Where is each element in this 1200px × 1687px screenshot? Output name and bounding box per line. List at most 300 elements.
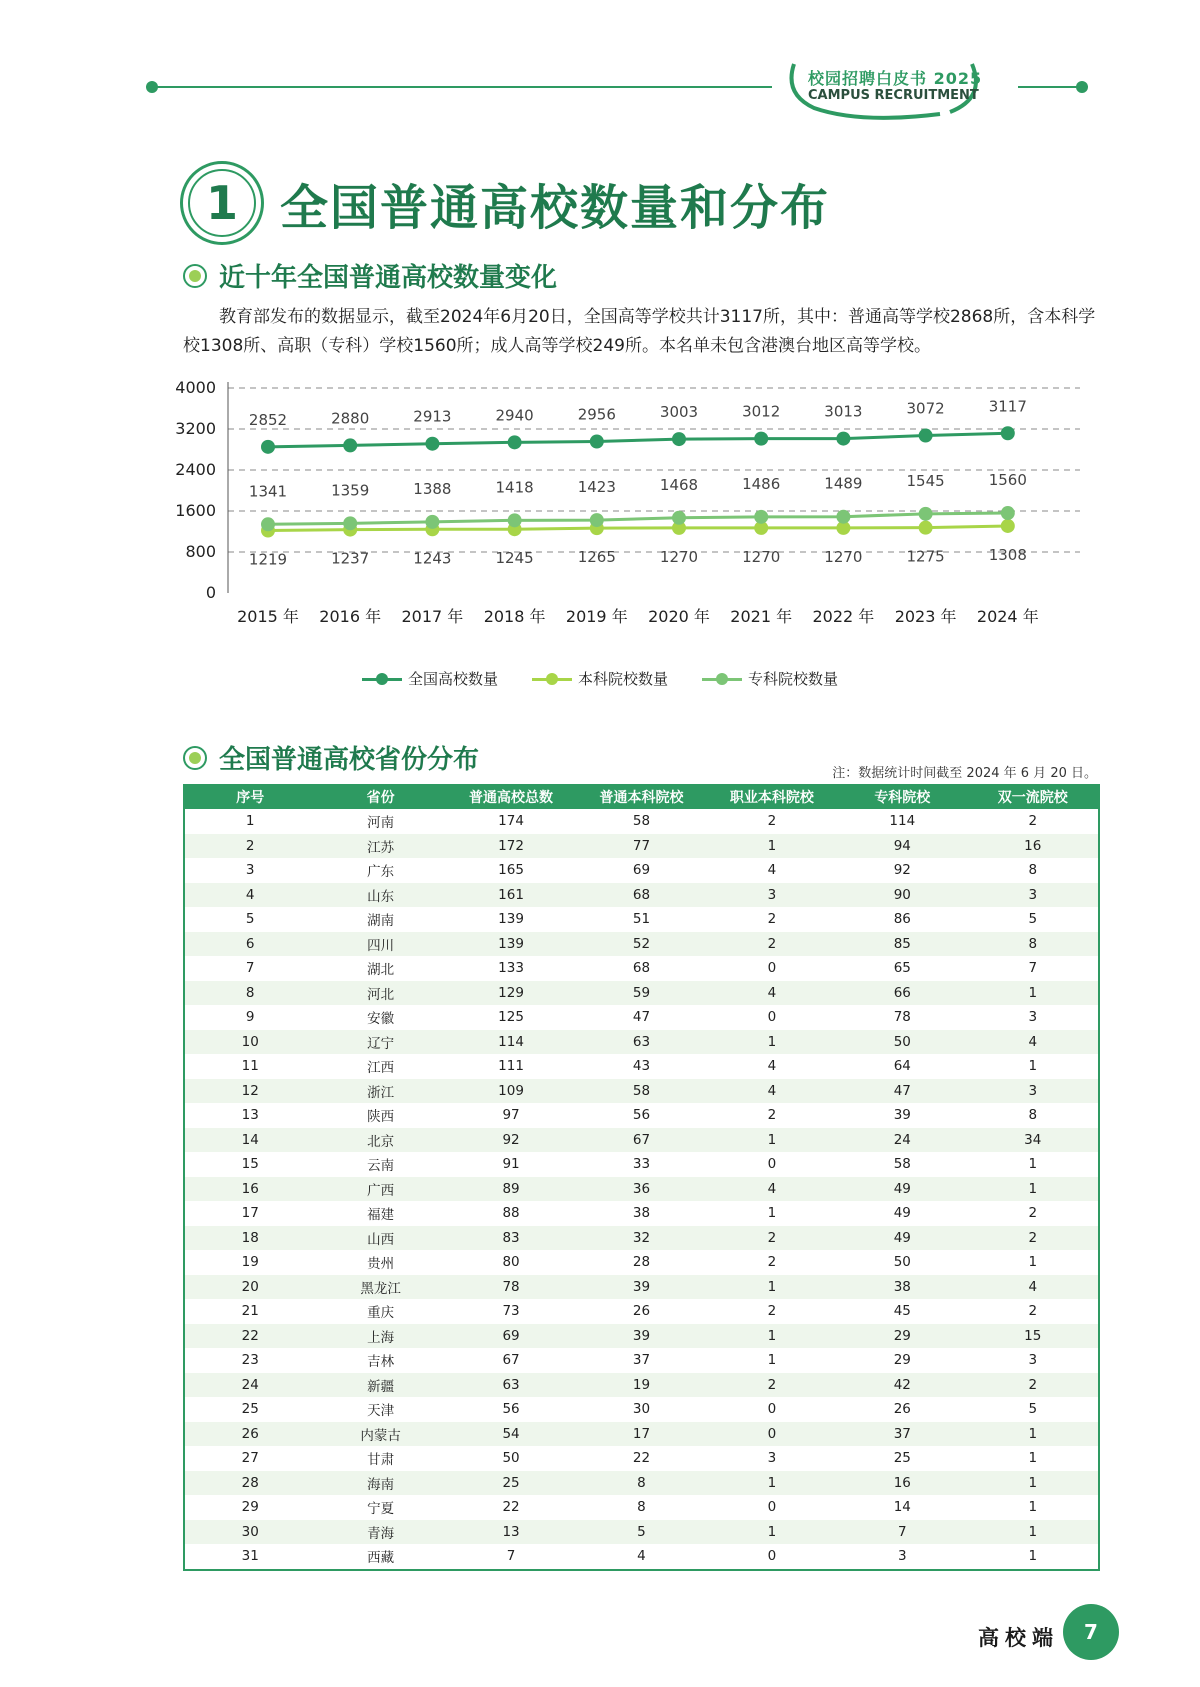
data-label: 1423 <box>577 478 616 497</box>
table-cell: 0 <box>767 1009 777 1026</box>
table-cell: 43 <box>632 1058 651 1075</box>
table-cell: 1 <box>1028 1450 1038 1467</box>
table-cell: 50 <box>502 1450 520 1467</box>
table-cell: 8 <box>968 932 1098 957</box>
table-cell: 2 <box>1028 1205 1038 1222</box>
table-cell: 29 <box>893 1352 911 1369</box>
table-cell: 45 <box>893 1303 911 1320</box>
table-cell: 50 <box>837 1030 967 1055</box>
data-point <box>508 435 522 449</box>
table-cell: 111 <box>498 1058 524 1075</box>
table-cell: 湖北 <box>367 962 395 979</box>
legend-label-vocational: 专科院校数量 <box>748 670 839 688</box>
data-label: 1341 <box>248 482 288 501</box>
table-cell: 河北 <box>315 981 445 1006</box>
data-label: 1486 <box>742 474 781 493</box>
table-cell: 5 <box>576 1520 706 1545</box>
table-cell: 1 <box>968 981 1098 1006</box>
y-tick-label: 2400 <box>175 460 216 479</box>
table-cell: 2 <box>767 813 777 830</box>
table-cell: 1 <box>707 1471 837 1496</box>
table-row <box>185 1471 1098 1496</box>
table-row <box>185 1250 1098 1275</box>
x-tick-label: 2023 年 <box>894 607 957 626</box>
table-cell: 天津 <box>367 1403 395 1420</box>
table-cell: 56 <box>632 1107 651 1124</box>
table-cell: 58 <box>632 813 651 830</box>
data-point <box>754 510 768 524</box>
table-cell: 49 <box>837 1226 967 1251</box>
table-cell: 28 <box>185 1471 315 1496</box>
header-dot-right <box>1076 81 1088 93</box>
data-label: 2852 <box>248 410 288 429</box>
table-cell: 1 <box>968 1422 1098 1447</box>
x-tick-label: 2024 年 <box>976 607 1039 626</box>
data-label: 1560 <box>988 471 1027 490</box>
table-row <box>185 1054 1098 1079</box>
table-cell: 2 <box>185 834 315 859</box>
table-header-cell: 普通本科院校 <box>576 784 706 809</box>
table-cell: 1 <box>968 1177 1098 1202</box>
data-label: 3072 <box>906 399 945 418</box>
data-label: 1245 <box>495 549 534 568</box>
table-cell: 海南 <box>315 1471 445 1496</box>
x-tick-label: 2021 年 <box>730 607 793 626</box>
table-row <box>185 1079 1098 1104</box>
table-cell: 4 <box>637 1548 646 1565</box>
table-cell: 福建 <box>367 1207 395 1224</box>
table-cell: 38 <box>837 1275 967 1300</box>
table-cell: 29 <box>837 1324 967 1349</box>
table-cell: 54 <box>446 1422 576 1447</box>
table-cell: 1 <box>707 1128 837 1153</box>
table-cell: 39 <box>576 1275 706 1300</box>
table-cell: 89 <box>446 1177 576 1202</box>
table-cell: 67 <box>502 1352 520 1369</box>
table-row <box>185 1373 1098 1398</box>
table-row <box>185 1495 1098 1520</box>
table-cell: 77 <box>576 834 706 859</box>
table-cell: 4 <box>767 1058 777 1075</box>
table-cell: 2 <box>767 1254 777 1271</box>
table-cell: 9 <box>245 1009 255 1026</box>
table-cell: 10 <box>185 1030 315 1055</box>
page-number: 7 <box>1063 1604 1119 1660</box>
table-cell: 内蒙古 <box>315 1422 445 1447</box>
table-cell: 25 <box>893 1450 911 1467</box>
table-header-cell: 省份 <box>315 784 445 809</box>
data-point <box>343 438 357 452</box>
table-cell: 5 <box>245 911 255 928</box>
data-label: 1270 <box>824 547 863 566</box>
data-label: 3012 <box>742 402 781 421</box>
table-cell: 19 <box>241 1254 259 1271</box>
table-row <box>185 1177 1098 1202</box>
data-point <box>425 437 439 451</box>
table-cell: 黑龙江 <box>315 1275 445 1300</box>
table-cell: 0 <box>767 960 777 977</box>
data-label: 2880 <box>331 409 370 428</box>
table-cell: 25 <box>241 1401 259 1418</box>
table-header-cell: 双一流院校 <box>968 784 1098 809</box>
table-row <box>185 1275 1098 1300</box>
x-tick-label: 2020 年 <box>648 607 710 626</box>
data-point <box>836 510 850 524</box>
data-point <box>1001 506 1015 520</box>
section-number-badge <box>180 161 264 245</box>
table-cell: 34 <box>968 1128 1098 1153</box>
x-tick-label: 2018 年 <box>483 607 546 626</box>
table-cell: 1 <box>767 1205 777 1222</box>
section-number: 1 <box>188 169 256 237</box>
table-cell: 北京 <box>315 1128 445 1153</box>
table-cell: 新疆 <box>315 1373 445 1398</box>
table-cell: 安徽 <box>367 1011 395 1028</box>
y-tick-label: 800 <box>185 542 216 561</box>
subsection-title-trend-text: 近十年全国普通高校数量变化 <box>219 263 558 293</box>
table-cell: 甘肃 <box>367 1452 395 1469</box>
table-cell: 42 <box>837 1373 967 1398</box>
data-label: 2940 <box>495 406 534 425</box>
data-point <box>919 521 933 535</box>
table-cell: 山东 <box>315 883 445 908</box>
legend-label-total: 全国高校数量 <box>407 670 498 688</box>
table-row <box>185 932 1098 957</box>
table-cell: 51 <box>632 911 651 928</box>
subsection-title-trend <box>183 257 557 294</box>
table-row <box>185 1324 1098 1349</box>
data-label: 1308 <box>988 545 1027 564</box>
table-row <box>185 1544 1098 1569</box>
table-cell: 1 <box>245 813 255 830</box>
table-cell: 31 <box>241 1548 259 1565</box>
table-cell: 青海 <box>315 1520 445 1545</box>
table-cell: 21 <box>241 1303 259 1320</box>
table-cell: 4 <box>707 1177 837 1202</box>
table-cell: 广东 <box>367 864 395 881</box>
table-cell: 22 <box>632 1450 651 1467</box>
table-cell: 陕西 <box>367 1109 395 1126</box>
table-row <box>185 1348 1098 1373</box>
table-cell: 0 <box>707 1422 837 1447</box>
table-cell: 97 <box>502 1107 520 1124</box>
table-header-cell: 职业本科院校 <box>707 784 837 809</box>
table-cell: 172 <box>446 834 576 859</box>
table-row <box>185 1152 1098 1177</box>
table-cell: 湖南 <box>367 913 395 930</box>
table-cell: 河南 <box>367 815 395 832</box>
table-row <box>185 1201 1098 1226</box>
data-point <box>343 516 357 530</box>
table-cell: 云南 <box>367 1158 395 1175</box>
table-cell: 63 <box>446 1373 576 1398</box>
table-cell: 52 <box>576 932 706 957</box>
y-tick-label: 4000 <box>175 378 216 397</box>
table-row <box>185 1226 1098 1251</box>
table-cell: 86 <box>893 911 911 928</box>
table-cell: 1 <box>707 834 837 859</box>
bullet-icon <box>183 264 207 288</box>
table-cell: 1 <box>1028 1058 1038 1075</box>
table-body <box>185 809 1098 1569</box>
data-point <box>836 432 850 446</box>
data-label: 1265 <box>577 548 616 567</box>
table-cell: 1 <box>707 1275 837 1300</box>
table-cell: 73 <box>502 1303 520 1320</box>
table-cell: 1 <box>1028 1499 1038 1516</box>
table-cell: 68 <box>576 883 706 908</box>
table-cell: 8 <box>1028 1107 1038 1124</box>
table-row <box>185 1299 1098 1324</box>
table-cell: 67 <box>576 1128 706 1153</box>
table-cell: 2 <box>707 932 837 957</box>
table-cell: 139 <box>446 932 576 957</box>
table-cell: 2 <box>767 911 777 928</box>
table-header-cell: 专科院校 <box>837 784 967 809</box>
data-point <box>590 435 604 449</box>
header-rule-right <box>1018 86 1078 88</box>
table-cell: 17 <box>576 1422 706 1447</box>
table-cell: 17 <box>241 1205 259 1222</box>
table-cell: 85 <box>837 932 967 957</box>
data-point <box>754 432 768 446</box>
table-cell: 64 <box>893 1058 911 1075</box>
data-point <box>919 507 933 521</box>
table-cell: 78 <box>893 1009 911 1026</box>
table-cell: 78 <box>446 1275 576 1300</box>
table-cell: 56 <box>502 1401 520 1418</box>
table-cell: 161 <box>446 883 576 908</box>
table-cell: 37 <box>837 1422 967 1447</box>
series-line <box>268 526 1008 531</box>
table-cell: 1 <box>1028 1156 1038 1173</box>
table-cell: 68 <box>632 960 651 977</box>
table-cell: 1 <box>707 1520 837 1545</box>
legend-item-undergrad <box>532 668 668 689</box>
table-cell: 2 <box>968 1373 1098 1398</box>
table-cell: 36 <box>576 1177 706 1202</box>
x-tick-label: 2015 年 <box>237 607 299 626</box>
data-label: 1489 <box>824 474 863 493</box>
table-cell: 11 <box>241 1058 259 1075</box>
table-cell: 1 <box>1028 1548 1038 1565</box>
table-row <box>185 1005 1098 1030</box>
table-cell: 上海 <box>315 1324 445 1349</box>
table-cell: 114 <box>889 813 916 830</box>
data-label: 3003 <box>659 403 699 422</box>
table-cell: 宁夏 <box>367 1501 395 1518</box>
brand-title-en: CAMPUS RECRUITMENT <box>808 88 979 103</box>
bullet-icon <box>183 746 207 770</box>
subsection-title-province-text: 全国普通高校省份分布 <box>219 745 480 775</box>
table-cell: 6 <box>185 932 315 957</box>
table-cell: 58 <box>576 1079 706 1104</box>
table-cell: 16 <box>185 1177 315 1202</box>
table-cell: 47 <box>632 1009 651 1026</box>
data-label: 1359 <box>331 481 370 500</box>
section-title-text: 全国普通高校数量和分布 <box>280 179 831 236</box>
y-tick-label: 3200 <box>175 419 216 438</box>
table-cell: 49 <box>837 1177 967 1202</box>
table-cell: 49 <box>893 1205 911 1222</box>
data-label: 1468 <box>659 475 699 494</box>
table-cell: 3 <box>245 862 255 879</box>
header-brand <box>780 58 1010 120</box>
subsection-title-province <box>183 739 479 776</box>
table-cell: 24 <box>837 1128 967 1153</box>
table-cell: 7 <box>245 960 255 977</box>
table-cell: 2 <box>707 1226 837 1251</box>
data-point <box>672 511 686 525</box>
y-tick-label: 0 <box>205 583 216 602</box>
table-cell: 26 <box>632 1303 651 1320</box>
table-header-cell: 序号 <box>185 784 315 809</box>
data-label: 1545 <box>906 471 945 490</box>
table-cell: 80 <box>502 1254 520 1271</box>
table-cell: 4 <box>767 862 777 879</box>
table-cell: 22 <box>502 1499 520 1516</box>
table-cell: 1 <box>968 1471 1098 1496</box>
table-row <box>185 1422 1098 1447</box>
data-label: 1237 <box>331 549 370 568</box>
data-point <box>672 432 686 446</box>
table-cell: 27 <box>241 1450 259 1467</box>
table-cell: 5 <box>1028 1401 1038 1418</box>
table-cell: 广西 <box>315 1177 445 1202</box>
table-cell: 3 <box>1028 1352 1038 1369</box>
data-point <box>508 513 522 527</box>
x-tick-label: 2016 年 <box>319 607 382 626</box>
table-cell: 29 <box>241 1499 259 1516</box>
table-cell: 66 <box>837 981 967 1006</box>
table-cell: 129 <box>446 981 576 1006</box>
data-label: 1270 <box>659 547 699 566</box>
table-cell: 3 <box>968 1079 1098 1104</box>
table-cell: 25 <box>446 1471 576 1496</box>
table-cell: 125 <box>498 1009 524 1026</box>
table-cell: 2 <box>707 1373 837 1398</box>
table-cell: 83 <box>446 1226 576 1251</box>
table-cell: 3 <box>707 883 837 908</box>
table-cell: 26 <box>185 1422 315 1447</box>
table-header-cell: 普通高校总数 <box>446 784 576 809</box>
table-cell: 0 <box>767 1401 777 1418</box>
table-cell: 109 <box>446 1079 576 1104</box>
table-cell: 2 <box>968 1226 1098 1251</box>
table-cell: 1 <box>707 1324 837 1349</box>
line-chart <box>175 378 1090 658</box>
x-tick-label: 2019 年 <box>565 607 628 626</box>
table-cell: 贵州 <box>367 1256 395 1273</box>
legend-item-total <box>362 668 498 689</box>
table-cell: 33 <box>632 1156 651 1173</box>
table-cell: 88 <box>502 1205 520 1222</box>
table-row <box>185 1030 1098 1055</box>
table-cell: 浙江 <box>315 1079 445 1104</box>
table-row <box>185 1520 1098 1545</box>
table-cell: 174 <box>498 813 524 830</box>
table-cell: 13 <box>446 1520 576 1545</box>
table-row <box>185 809 1098 834</box>
data-label: 1270 <box>742 547 781 566</box>
table-cell: 133 <box>498 960 524 977</box>
table-cell: 38 <box>632 1205 651 1222</box>
table-cell: 山西 <box>315 1226 445 1251</box>
table-cell: 4 <box>185 883 315 908</box>
table-cell: 30 <box>632 1401 651 1418</box>
table-cell: 15 <box>241 1156 259 1173</box>
table-cell: 37 <box>632 1352 651 1369</box>
table-cell: 四川 <box>315 932 445 957</box>
table-row <box>185 1128 1098 1153</box>
chart-legend <box>0 668 1200 689</box>
table-row <box>185 834 1098 859</box>
table-cell: 14 <box>893 1499 911 1516</box>
table-cell: 63 <box>576 1030 706 1055</box>
x-tick-label: 2017 年 <box>401 607 464 626</box>
intro-paragraph: 教育部发布的数据显示，截至2024年6月20日，全国高等学校共计3117所，其中：普通高等学校2868所，含本科学校1308所、高职（专科）学校1560所；成人高等学校249所。本名单未包含港澳台地区高等学校。 <box>183 307 1096 356</box>
table-cell: 7 <box>837 1520 967 1545</box>
table-cell: 3 <box>968 883 1098 908</box>
table-cell: 32 <box>576 1226 706 1251</box>
table-cell: 辽宁 <box>315 1030 445 1055</box>
x-tick-label: 2022 年 <box>812 607 875 626</box>
data-label: 2956 <box>577 405 616 424</box>
section-title <box>180 158 830 248</box>
data-label: 1388 <box>413 479 452 498</box>
data-point <box>590 513 604 527</box>
table-cell: 1 <box>1028 1254 1038 1271</box>
table-cell: 8 <box>576 1471 706 1496</box>
y-tick-label: 1600 <box>175 501 216 520</box>
data-point <box>425 515 439 529</box>
table-cell: 92 <box>446 1128 576 1153</box>
table-cell: 4 <box>968 1275 1098 1300</box>
table-cell: 16 <box>968 834 1098 859</box>
table-cell: 39 <box>576 1324 706 1349</box>
data-label: 1418 <box>495 478 534 497</box>
table-header-row <box>185 784 1098 809</box>
table-note: 注：数据统计时间截至 2024 年 6 月 20 日。 <box>832 766 1097 781</box>
table-cell: 1 <box>707 1030 837 1055</box>
table-cell: 69 <box>632 862 651 879</box>
table-row <box>185 956 1098 981</box>
table-cell: 23 <box>241 1352 259 1369</box>
table-cell: 7 <box>1028 960 1038 977</box>
table-cell: 16 <box>837 1471 967 1496</box>
table-row <box>185 858 1098 883</box>
table-cell: 1 <box>968 1520 1098 1545</box>
table-cell: 24 <box>185 1373 315 1398</box>
table-cell: 39 <box>893 1107 911 1124</box>
table-cell: 2 <box>1028 813 1038 830</box>
table-cell: 15 <box>968 1324 1098 1349</box>
table-cell: 114 <box>446 1030 576 1055</box>
table-cell: 139 <box>498 911 524 928</box>
table-cell: 28 <box>632 1254 651 1271</box>
table-cell: 65 <box>893 960 911 977</box>
table-cell: 58 <box>893 1156 911 1173</box>
table-row <box>185 1397 1098 1422</box>
data-point <box>1001 519 1015 533</box>
table-cell: 13 <box>241 1107 259 1124</box>
province-table <box>183 784 1100 1571</box>
table-cell: 20 <box>185 1275 315 1300</box>
legend-item-vocational <box>702 668 838 689</box>
table-row <box>185 981 1098 1006</box>
data-label: 2913 <box>413 407 452 426</box>
table-cell: 重庆 <box>367 1305 395 1322</box>
